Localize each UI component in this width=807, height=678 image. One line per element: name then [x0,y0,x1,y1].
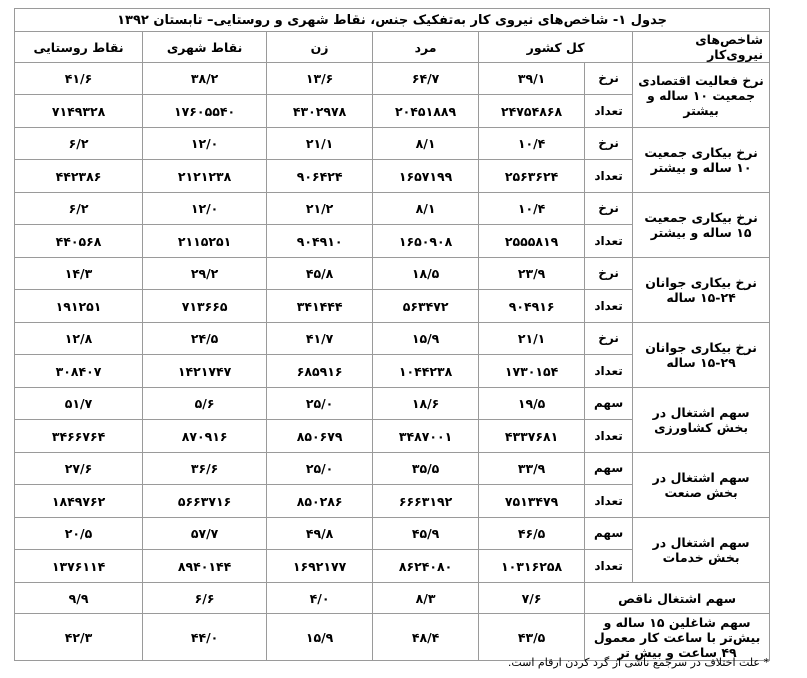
value-cell: ۴/۰ [267,583,373,614]
value-cell: ۸/۳ [373,583,479,614]
row-kind-label: نرخ [585,258,633,290]
row-kind-label: سهم [585,518,633,550]
value-cell: ۸۵۰۶۷۹ [267,420,373,453]
table-row [15,583,770,614]
value-cell: ۴۹/۸ [267,518,373,550]
header-urban: نقاط شهری [143,32,267,63]
value-cell: ۵۱/۷ [15,388,143,420]
value-cell: ۶/۶ [143,583,267,614]
value-cell: ۹۰۴۹۱۶ [479,290,585,323]
value-cell: ۷۱۳۶۶۵ [143,290,267,323]
indicator-label: نرخ بیکاری جوانان ۲۹-۱۵ ساله [633,323,770,388]
value-cell: ۳۴۱۴۴۴ [267,290,373,323]
value-cell: ۱۵/۹ [373,323,479,355]
value-cell: ۴۶/۵ [479,518,585,550]
value-cell: ۴۵/۹ [373,518,479,550]
row-kind-label: نرخ [585,193,633,225]
value-cell: ۱۸۴۹۷۶۲ [15,485,143,518]
value-cell: ۱۰۳۱۶۲۵۸ [479,550,585,583]
row-kind-label: نرخ [585,323,633,355]
value-cell: ۳۴۸۷۰۰۱ [373,420,479,453]
value-cell: ۱۶۹۲۱۷۷ [267,550,373,583]
table-row [15,453,770,485]
value-cell: ۱۰/۴ [479,128,585,160]
value-cell: ۱۵/۹ [267,614,373,661]
row-kind-label: تعداد [585,225,633,258]
value-cell: ۴۳۳۷۶۸۱ [479,420,585,453]
value-cell: ۱۲/۰ [143,193,267,225]
value-cell: ۲۷/۶ [15,453,143,485]
indicator-label: نرخ بیکاری جمعیت ۱۰ ساله و بیشتر [633,128,770,193]
value-cell: ۸/۱ [373,193,479,225]
header-male: مرد [373,32,479,63]
value-cell: ۹۰۴۹۱۰ [267,225,373,258]
value-cell: ۲۰/۵ [15,518,143,550]
value-cell: ۱۳/۶ [267,63,373,95]
value-cell: ۴۸/۴ [373,614,479,661]
value-cell: ۴۳۰۲۹۷۸ [267,95,373,128]
value-cell: ۱۲/۰ [143,128,267,160]
value-cell: ۲۱/۱ [267,128,373,160]
row-kind-label: تعداد [585,485,633,518]
value-cell: ۵۶۳۴۷۲ [373,290,479,323]
indicator-label: سهم اشتغال ناقص [585,583,770,614]
row-kind-label: تعداد [585,95,633,128]
labor-force-table [14,8,770,661]
value-cell: ۲۰۴۵۱۸۸۹ [373,95,479,128]
value-cell: ۲۵۵۵۸۱۹ [479,225,585,258]
value-cell: ۱۸/۶ [373,388,479,420]
row-kind-label: نرخ [585,128,633,160]
row-kind-label: تعداد [585,550,633,583]
value-cell: ۵۷/۷ [143,518,267,550]
value-cell: ۱۶۵۷۱۹۹ [373,160,479,193]
indicator-label: نرخ بیکاری جوانان ۲۴-۱۵ ساله [633,258,770,323]
value-cell: ۸۷۰۹۱۶ [143,420,267,453]
table-row [15,323,770,355]
value-cell: ۱۹۱۲۵۱ [15,290,143,323]
table-row [15,63,770,95]
value-cell: ۸۹۴۰۱۴۴ [143,550,267,583]
value-cell: ۳۶/۶ [143,453,267,485]
value-cell: ۱۲/۸ [15,323,143,355]
value-cell: ۲۴۷۵۴۸۶۸ [479,95,585,128]
table-row [15,128,770,160]
value-cell: ۱۰/۴ [479,193,585,225]
value-cell: ۱۷۳۰۱۵۴ [479,355,585,388]
value-cell: ۲۹/۲ [143,258,267,290]
value-cell: ۷۵۱۳۴۷۹ [479,485,585,518]
header-country: کل کشور [479,32,633,63]
value-cell: ۲۱۲۱۲۳۸ [143,160,267,193]
row-kind-label: تعداد [585,160,633,193]
value-cell: ۴۱/۷ [267,323,373,355]
value-cell: ۲۵/۰ [267,453,373,485]
value-cell: ۱۶۵۰۹۰۸ [373,225,479,258]
value-cell: ۱۷۶۰۵۵۴۰ [143,95,267,128]
value-cell: ۱۰۴۴۲۳۸ [373,355,479,388]
table-title: جدول ۱- شاخص‌های نیروی کار به‌تفکیک جنس، نقاط شهری و روستایی– تابستان ۱۳۹۲ [15,9,770,32]
value-cell: ۴۳/۵ [479,614,585,661]
row-kind-label: سهم [585,388,633,420]
header-female: زن [267,32,373,63]
value-cell: ۹۰۶۴۲۴ [267,160,373,193]
value-cell: ۲۱/۲ [267,193,373,225]
value-cell: ۲۱۱۵۲۵۱ [143,225,267,258]
indicator-label: نرخ فعالیت اقتصادی جمعیت ۱۰ ساله و بیشتر [633,63,770,128]
header-indicator: شاخص‌های نیروی‌کار [633,32,770,63]
value-cell: ۸/۱ [373,128,479,160]
row-kind-label: تعداد [585,290,633,323]
value-cell: ۱۹/۵ [479,388,585,420]
value-cell: ۷۱۴۹۳۲۸ [15,95,143,128]
value-cell: ۶/۲ [15,193,143,225]
table-row [15,518,770,550]
value-cell: ۲۴/۵ [143,323,267,355]
row-kind-label: نرخ [585,63,633,95]
value-cell: ۴۴/۰ [143,614,267,661]
value-cell: ۳۹/۱ [479,63,585,95]
value-cell: ۹/۹ [15,583,143,614]
value-cell: ۴۲/۳ [15,614,143,661]
value-cell: ۲۵/۰ [267,388,373,420]
value-cell: ۴۴۲۳۸۶ [15,160,143,193]
indicator-label: نرخ بیکاری جمعیت ۱۵ ساله و بیشتر [633,193,770,258]
table-row [15,193,770,225]
value-cell: ۶۸۵۹۱۶ [267,355,373,388]
value-cell: ۴۱/۶ [15,63,143,95]
value-cell: ۴۴۰۵۶۸ [15,225,143,258]
table-row [15,614,770,661]
value-cell: ۳۴۶۶۷۶۴ [15,420,143,453]
value-cell: ۳۸/۲ [143,63,267,95]
value-cell: ۸۵۰۲۸۶ [267,485,373,518]
header-rural: نقاط روستایی [15,32,143,63]
value-cell: ۷/۶ [479,583,585,614]
value-cell: ۵/۶ [143,388,267,420]
value-cell: ۲۵۶۳۶۲۴ [479,160,585,193]
value-cell: ۱۴۲۱۷۴۷ [143,355,267,388]
value-cell: ۳۰۸۴۰۷ [15,355,143,388]
value-cell: ۳۳/۹ [479,453,585,485]
header-row [15,32,770,63]
value-cell: ۶/۲ [15,128,143,160]
indicator-label: سهم اشتغال در بخش خدمات [633,518,770,583]
indicator-label: سهم اشتغال در بخش کشاورزی [633,388,770,453]
value-cell: ۱۳۷۶۱۱۴ [15,550,143,583]
value-cell: ۸۶۲۴۰۸۰ [373,550,479,583]
footnote: * علت اختلاف در سرجمع ناشی از گرد کردن ارقام است. [507,656,769,669]
row-kind-label: سهم [585,453,633,485]
row-kind-label: تعداد [585,420,633,453]
value-cell: ۶۶۶۳۱۹۲ [373,485,479,518]
row-kind-label: تعداد [585,355,633,388]
value-cell: ۶۴/۷ [373,63,479,95]
indicator-label: سهم شاغلین ۱۵ ساله و بیش‌تر با ساعت کار معمول ۴۹ ساعت و بیش تر [585,614,770,661]
value-cell: ۱۴/۳ [15,258,143,290]
indicator-label: سهم اشتغال در بخش صنعت [633,453,770,518]
table-row [15,388,770,420]
value-cell: ۵۶۶۳۷۱۶ [143,485,267,518]
value-cell: ۴۵/۸ [267,258,373,290]
table-row [15,258,770,290]
value-cell: ۲۱/۱ [479,323,585,355]
value-cell: ۳۵/۵ [373,453,479,485]
value-cell: ۲۳/۹ [479,258,585,290]
value-cell: ۱۸/۵ [373,258,479,290]
